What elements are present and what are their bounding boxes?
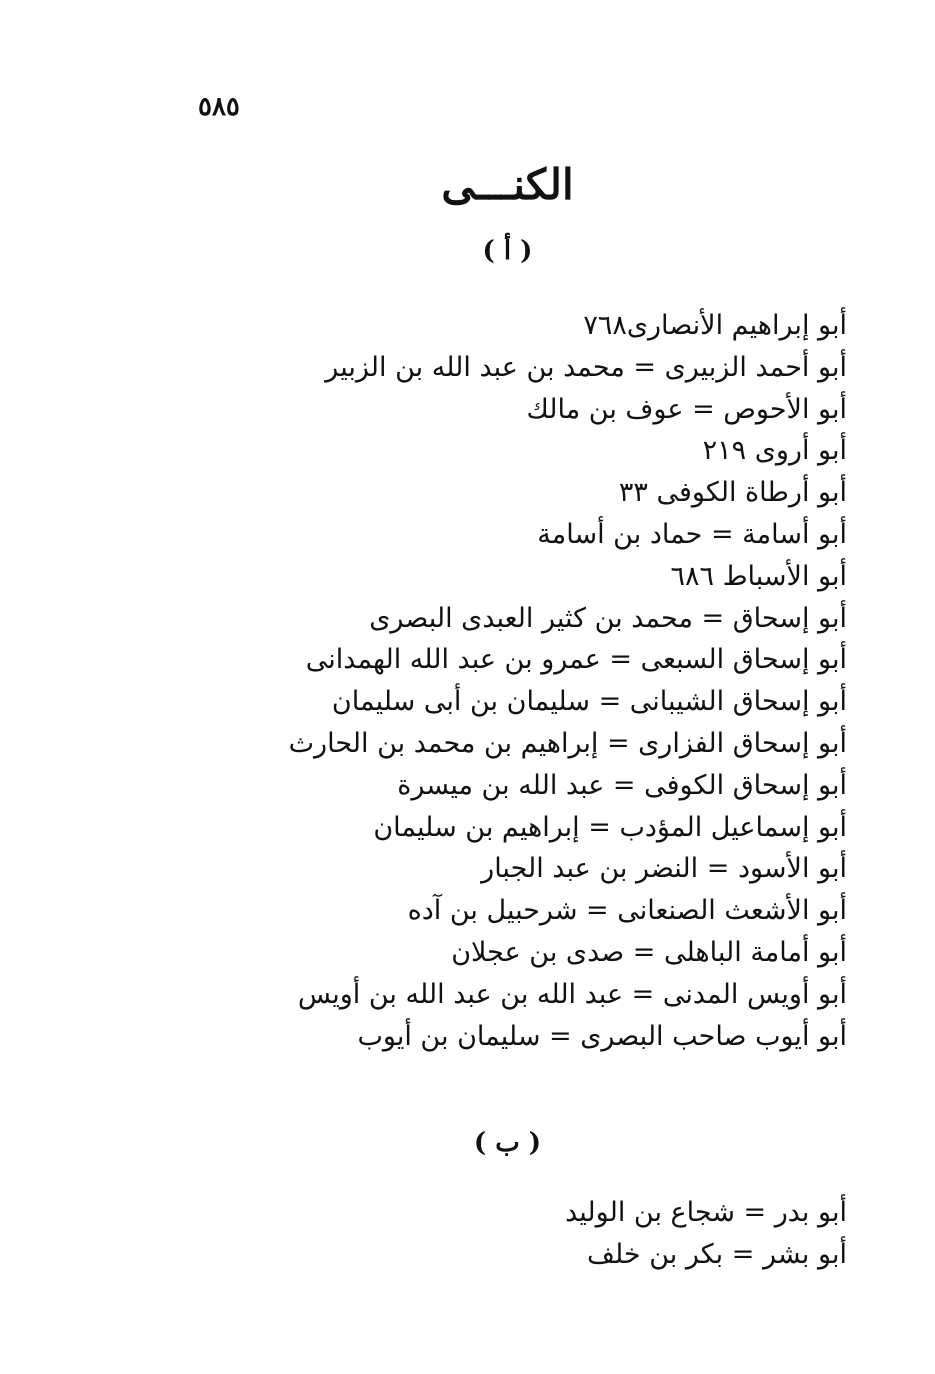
- list-item: أبو أرطاة الكوفى ٣٣: [618, 477, 847, 509]
- list-item: أبو أروى ٢١٩: [702, 435, 847, 467]
- list-item: أبو إسحاق الشيبانى = سليمان بن أبى سليمان: [331, 686, 847, 718]
- section-heading-ba: ( ب ): [473, 1128, 542, 1158]
- list-item: أبو الأسباط ٦٨٦: [670, 560, 847, 592]
- list-item: أبو الأسود = النضر بن عبد الجبار: [481, 853, 847, 885]
- list-item: أبو إسحاق الفزارى = إبراهيم بن محمد بن الحارث: [288, 727, 847, 759]
- list-item: أبو الأشعث الصنعانى = شرحبيل بن آده: [407, 895, 847, 927]
- list-item: أبو أحمد الزبيرى = محمد بن عبد الله بن الزبير: [325, 351, 847, 383]
- list-item: أبو بشر = بكر بن خلف: [587, 1238, 847, 1270]
- list-item: أبو أويس المدنى = عبد الله بن عبد الله بن أويس: [297, 978, 847, 1010]
- list-item: أبو إسماعيل المؤدب = إبراهيم بن سليمان: [373, 811, 847, 843]
- list-item: أبو إسحاق السبعى = عمرو بن عبد الله الهمدانى: [305, 644, 847, 676]
- list-item: أبو أيوب صاحب البصرى = سليمان بن أيوب: [357, 1020, 847, 1052]
- list-item: أبو بدر = شجاع بن الوليد: [565, 1197, 847, 1228]
- entry-list-alif: [247, 305, 847, 1057]
- list-item: أبو إسحاق الكوفى = عبد الله بن ميسرة: [397, 769, 847, 801]
- page-number: ٥٨٥: [198, 92, 240, 122]
- page-title: الكنـــى: [441, 160, 574, 209]
- list-item: أبو الأحوص = عوف بن مالك: [526, 393, 847, 425]
- list-item: أبو أمامة الباهلى = صدى بن عجلان: [451, 936, 847, 968]
- section-heading-alif: ( أ ): [482, 236, 533, 266]
- list-item: أبو إسحاق = محمد بن كثير العبدى البصرى: [369, 602, 847, 634]
- list-item: أبو أسامة = حماد بن أسامة: [537, 518, 847, 550]
- list-item: أبو إبراهيم الأنصارى٧٦٨: [583, 310, 847, 341]
- entry-list-ba: [247, 1192, 847, 1276]
